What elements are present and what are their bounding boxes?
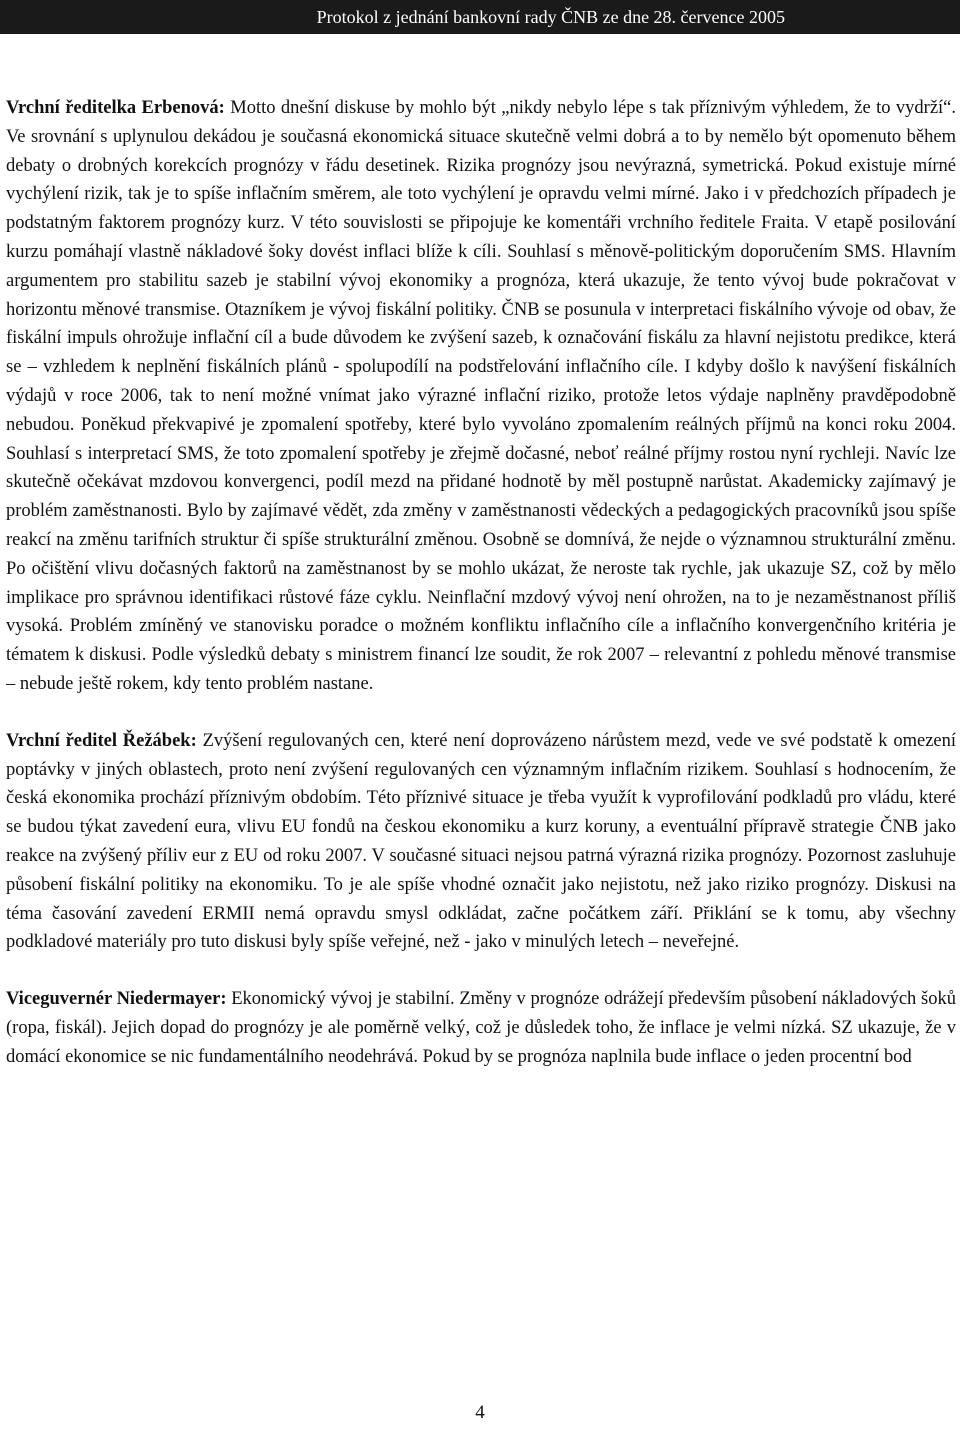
paragraph-text: Zvýšení regulovaných cen, které není doprovázeno nárůstem mezd, vede ve své podstatě k omezení poptávky v jiných oblastech, proto není zvýšení regulovaných cen významným inflačním rizikem. Souhlasí s hodnocením, že česká ekonomika prochází příznivým obdobím. Této příznivé situace je třeba využít k vyprofilování podkladů pro vládu, které se budou týkat zavedení eura, vlivu EU fondů na českou ekonomiku a kurz koruny, a eventuální přípravě strategie ČNB jako reakce na zvýšený příliv eur z EU od roku 2007. V současné situaci nejsou patrná výrazná rizika prognózy. Pozornost zasluhuje působení fiskální politiky na ekonomiku. To je ale spíše vhodné označit jako nejistotu, než jako riziko prognózy. Diskusi na téma časování zavedení ERMII nemá opravdu smysl odkládat, začne počátkem září. Přiklání se k tomu, aby všechny podkladové materiály pro tuto diskusi byly spíše veřejné, než - jako v minulých letech – neveřejné. bbox=[6, 730, 957, 953]
speaker-name: Viceguvernér Niedermayer: bbox=[6, 989, 227, 1010]
speaker-name: Vrchní ředitelka Erbenová: bbox=[6, 98, 225, 118]
speaker-name: Vrchní ředitel Řežábek: bbox=[6, 730, 197, 751]
paragraph-erbenova bbox=[6, 94, 956, 699]
page-number: 4 bbox=[475, 1402, 485, 1423]
running-header-title: Protokol z jednání bankovní rady ČNB ze dne 28. července 2005 bbox=[316, 7, 785, 27]
paragraph-text: Ekonomický vývoj je stabilní. Změny v prognóze odrážejí především působení nákladových šoků (ropa, fiskál). Jejich dopad do prognózy je ale poměrně velký, což je důsledek toho, že inflace je velmi nízká. SZ ukazuje, že v domácí ekonomice se nic fundamentálního neodehrává. Pokud by se prognóza naplnila bude inflace o jeden procentní bod bbox=[6, 989, 956, 1067]
paragraph-rezabek bbox=[6, 727, 956, 957]
paragraph-niedermayer bbox=[6, 985, 956, 1071]
running-header bbox=[0, 0, 960, 34]
paragraph-text: Motto dnešní diskuse by mohlo být „nikdy nebylo lépe s tak příznivým výhledem, že to vydrží“. Ve srovnání s uplynulou dekádou je současná ekonomická situace skutečně velmi dobrá a to by nemělo být opomenuto během debaty o drobných korekcích prognózy v řádu desetinek. Rizika prognózy jsou nevýrazná, symetrická. Pokud existuje mírné vychýlení rizik, tak je to spíše inflačním směrem, ale toto vychýlení je opravdu velmi mírné. Jako i v předchozích případech je podstatným faktorem prognózy kurz. V této souvislosti se připojuje ke komentáři vrchního ředitele Fraita. V etapě posilování kurzu pomáhají vlastně nákladové šoky dovést inflaci blíže k cíli. Souhlasí s měnově-politickým doporučením SMS. Hlavním argumentem pro stabilitu sazeb je stabilní vývoj ekonomiky a prognóza, která ukazuje, že tento vývoj bude pokračovat v horizontu měnové transmise. Otazníkem je vývoj fiskální politiky. ČNB se posunula v interpretaci fiskálního vývoje od obav, že fiskální impuls ohrožuje inflační cíl a bude důvodem ke zvýšení sazeb, k označování fiskálu za hlavní nejistotu predikce, která se – vzhledem k neplnění fiskálních plánů - spolupodílí na podstřelování inflačního cíle. I kdyby došlo k navýšení fiskálních výdajů v roce 2006, tak to není možné vnímat jako výrazné inflační riziko, protože letos výdaje naplněny pravděpodobně nebudou. Poněkud překvapivé je zpomalení spotřeby, které bylo vyvoláno zpomalením reálných příjmů na konci roku 2004. Souhlasí s interpretací SMS, že toto zpomalení spotřeby je zřejmě dočasné, neboť reálné příjmy rostou nyní rychleji. Navíc lze skutečně očekávat mzdovou konvergenci, podíl mezd na přidané hodnotě by měl postupně narůstat. Akademicky zajímavý je problém zaměstnanosti. Bylo by zajímavé vědět, zda změny v zaměstnanosti vědeckých a pedagogických pracovníků jsou spíše reakcí na změnu tarifních struktur či spíše strukturální změnou. Osobně se domnívá, že nejde o významnou strukturální změnu. Po očištění vlivu dočasných faktorů na zaměstnanost by se mohlo ukázat, že neroste tak rychle, jak ukazuje SZ, což by mělo implikace pro správnou identifikaci růstové fáze cyklu. Neinflační mzdový vývoj není ohrožen, na to je nezaměstnanost příliš vysoká. Problém zmíněný ve stanovisku poradce o možném konfliktu inflačního cíle a inflačního konvergenčního kritéria je tématem k diskusi. Podle výsledků debaty s ministrem financí lze soudit, že rok 2007 – relevantní z pohledu měnové transmise – nebude ještě rokem, kdy tento problém nastane. bbox=[6, 98, 957, 694]
document-body bbox=[6, 94, 956, 1072]
